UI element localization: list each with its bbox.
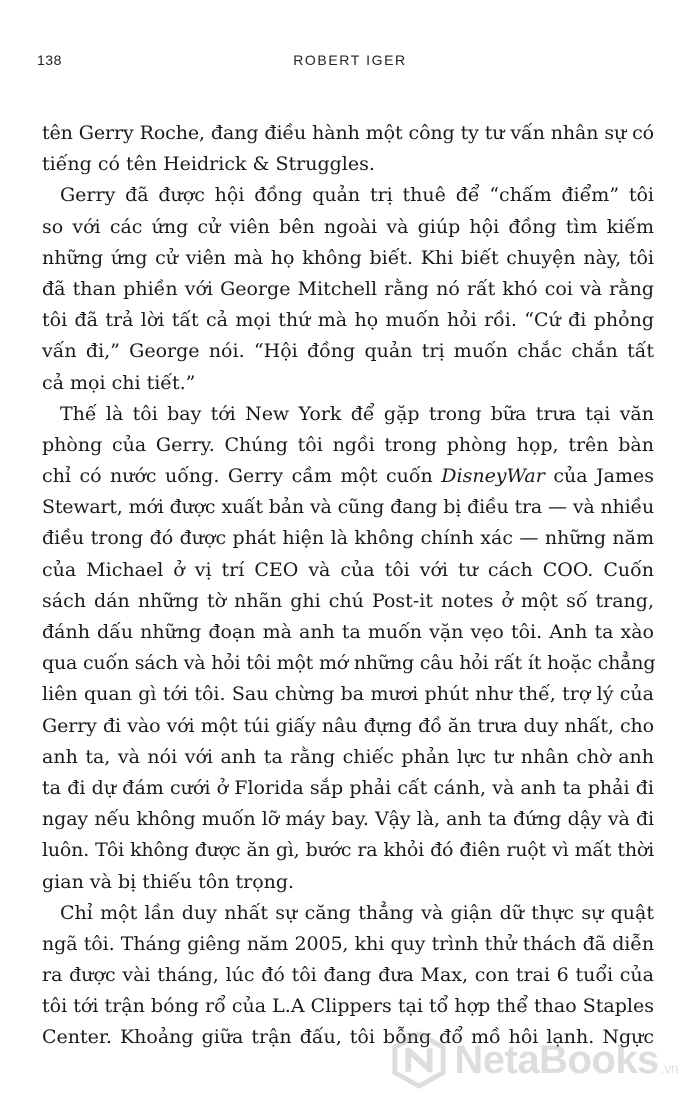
text-line: ta đi dự đám cưới ở Florida sắp phải cất cánh, và anh ta phải đi bbox=[42, 776, 654, 799]
text-line: điều trong đó được phát hiện là không chính xác — những năm bbox=[42, 527, 654, 550]
text-line: Center. Khoảng giữa trận đấu, tôi bỗng đổ mồ hôi lạnh. Ngực bbox=[42, 1026, 654, 1049]
text-line: ra được vài tháng, lúc đó tôi đang đưa Max, con trai 6 tuổi của bbox=[42, 964, 654, 987]
text-line: qua cuốn sách và hỏi tôi một mớ những câu hỏi rất ít hoặc chẳng bbox=[42, 652, 656, 675]
book-title-italic: DisneyWar bbox=[441, 465, 545, 488]
text-line: gian và bị thiếu tôn trọng. bbox=[42, 870, 295, 893]
page-number: 138 bbox=[37, 52, 62, 68]
text-line: so với các ứng cử viên bên ngoài và giúp hội đồng tìm kiếm bbox=[42, 215, 654, 238]
text-line: cả mọi chi tiết.” bbox=[42, 371, 196, 394]
text-line: tôi tới trận bóng rổ của L.A Clippers tại tổ hợp thể thao Staples bbox=[42, 995, 654, 1018]
text-line: liên quan gì tới tôi. Sau chừng ba mươi phút như thế, trợ lý của bbox=[42, 683, 654, 706]
page-header bbox=[0, 52, 700, 72]
text-line: tiếng có tên Heidrick & Struggles. bbox=[42, 153, 375, 176]
text-line: phòng của Gerry. Chúng tôi ngồi trong phòng họp, trên bàn bbox=[42, 433, 654, 456]
text-line: đánh dấu những đoạn mà anh ta muốn vặn vẹo tôi. Anh ta xào bbox=[42, 621, 654, 643]
text-segment: của James bbox=[544, 465, 654, 488]
text-line: của Michael ở vị trí CEO và của tôi với tư cách COO. Cuốn bbox=[42, 558, 654, 581]
netabooks-watermark bbox=[390, 1028, 678, 1092]
text-line: tên Gerry Roche, đang điều hành một công ty tư vấn nhân sự có bbox=[42, 122, 654, 144]
text-line: Thế là tôi bay tới New York để gặp trong bữa trưa tại văn bbox=[60, 402, 654, 425]
watermark-suffix: .vn bbox=[660, 1059, 678, 1076]
text-line: Gerry đã được hội đồng quản trị thuê để “chấm điểm” tôi bbox=[60, 184, 654, 207]
body-text bbox=[42, 118, 654, 1054]
text-line: Chỉ một lần duy nhất sự căng thẳng và giận dữ thực sự quật bbox=[60, 901, 654, 924]
text-line: vấn đi,” George nói. “Hội đồng quản trị muốn chắc chắn tất bbox=[42, 340, 654, 363]
watermark-brand: NetaBooks bbox=[454, 1037, 659, 1082]
text-line: tôi đã trả lời tất cả mọi thứ mà họ muốn hỏi rồi. “Cứ đi phỏng bbox=[42, 309, 654, 332]
netabooks-logo-icon bbox=[390, 1031, 448, 1089]
text-line: Stewart, mới được xuất bản và cũng đang bị điều tra — và nhiều bbox=[42, 496, 654, 519]
text-line: ngã tôi. Tháng giêng năm 2005, khi quy trình thử thách đã diễn bbox=[42, 932, 654, 955]
text-line: anh ta, và nói với anh ta rằng chiếc phản lực tư nhân chờ anh bbox=[42, 745, 654, 768]
text-line: đã than phiền với George Mitchell rằng nó rất khó coi và rằng bbox=[42, 277, 654, 300]
text-line: những ứng cử viên mà họ không biết. Khi biết chuyện này, tôi bbox=[42, 246, 654, 269]
text-line: sách dán những tờ nhãn ghi chú Post-it notes ở một số trang, bbox=[42, 589, 654, 612]
text-line: luôn. Tôi không được ăn gì, bước ra khỏi đó điên ruột vì mất thời bbox=[42, 839, 654, 862]
running-head-author: ROBERT IGER bbox=[293, 52, 407, 68]
text-segment: chỉ có nước uống. Gerry cầm một cuốn bbox=[42, 465, 442, 488]
text-line bbox=[42, 461, 654, 492]
text-line: ngay nếu không muốn lỡ máy bay. Vậy là, anh ta đứng dậy và đi bbox=[42, 808, 654, 831]
text-line: Gerry đi vào với một túi giấy nâu đựng đồ ăn trưa duy nhất, cho bbox=[42, 714, 654, 737]
watermark-text bbox=[454, 1038, 678, 1083]
